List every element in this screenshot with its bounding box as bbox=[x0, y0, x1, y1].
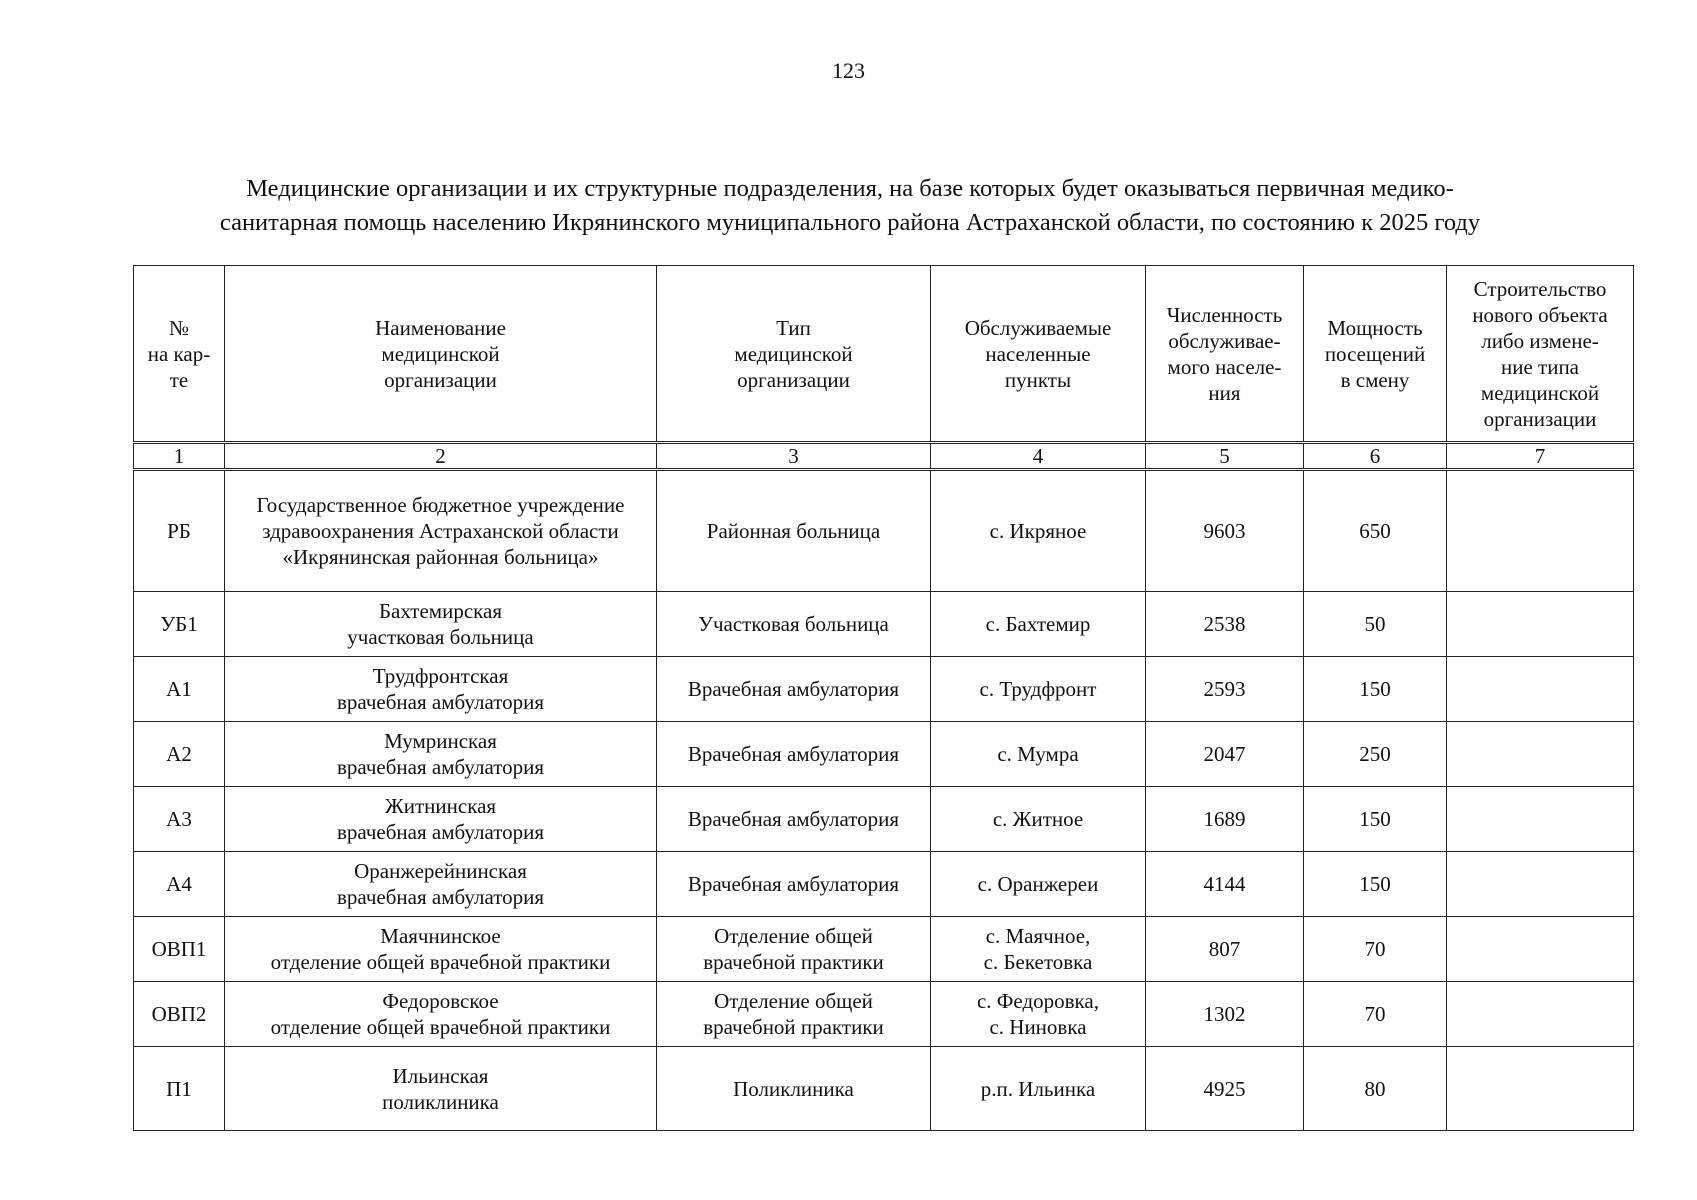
org-name-cell bbox=[225, 787, 657, 852]
capacity-cell: 50 bbox=[1304, 592, 1447, 657]
header-line: нового объекта bbox=[1472, 302, 1608, 327]
org-name-cell-line: Маячнинское bbox=[380, 924, 501, 948]
org-type-cell bbox=[657, 1047, 931, 1131]
table-row bbox=[134, 917, 1634, 982]
settlements-cell bbox=[931, 917, 1146, 982]
settlements-cell-line: с. Оранжереи bbox=[977, 872, 1099, 896]
org-type-cell-line: врачебной практики bbox=[703, 950, 884, 974]
column-number-cell: 2 bbox=[225, 443, 657, 470]
org-type-cell-line: Врачебная амбулатория bbox=[687, 677, 900, 701]
construction-cell bbox=[1447, 852, 1634, 917]
org-name-cell-line: Оранжерейнинская bbox=[354, 859, 527, 883]
construction-cell bbox=[1447, 1047, 1634, 1131]
org-name-cell-line: врачебная амбулатория bbox=[336, 820, 545, 844]
header-line: Обслуживаемые bbox=[964, 315, 1112, 340]
header-line: на кар- bbox=[147, 341, 211, 366]
org-name-cell bbox=[225, 982, 657, 1047]
capacity-cell: 150 bbox=[1304, 852, 1447, 917]
org-type-cell bbox=[657, 592, 931, 657]
column-number-cell: 3 bbox=[657, 443, 931, 470]
construction-cell bbox=[1447, 592, 1634, 657]
org-name-cell bbox=[225, 917, 657, 982]
header-line: Мощность bbox=[1327, 315, 1423, 340]
capacity-cell: 150 bbox=[1304, 787, 1447, 852]
org-type-cell-line: Отделение общей bbox=[714, 989, 873, 1013]
header-population bbox=[1146, 266, 1304, 443]
org-name-cell-line: врачебная амбулатория bbox=[336, 755, 545, 779]
header-line: Наименование bbox=[375, 315, 506, 340]
org-name-cell bbox=[225, 1047, 657, 1131]
header-line: ния bbox=[1208, 380, 1241, 405]
org-name-cell bbox=[225, 722, 657, 787]
org-name-cell-line: здравоохранения Астраханской области bbox=[262, 519, 619, 543]
column-number-cell: 7 bbox=[1447, 443, 1634, 470]
header-line: организации bbox=[1483, 406, 1597, 431]
org-name-cell-line: отделение общей врачебной практики bbox=[270, 1015, 611, 1039]
map-number-cell: РБ bbox=[134, 470, 225, 592]
table-row bbox=[134, 592, 1634, 657]
settlements-cell bbox=[931, 982, 1146, 1047]
settlements-cell bbox=[931, 657, 1146, 722]
org-type-cell-line: врачебной практики bbox=[703, 1015, 884, 1039]
org-type-cell bbox=[657, 470, 931, 592]
org-name-cell-line: поликлиника bbox=[382, 1089, 499, 1114]
header-line: медицинской bbox=[381, 341, 500, 366]
column-number-cell: 1 bbox=[134, 443, 225, 470]
org-name-cell-line: Ильинская bbox=[392, 1063, 489, 1088]
header-line: организации bbox=[384, 367, 497, 392]
settlements-cell-line: р.п. Ильинка bbox=[980, 1076, 1096, 1101]
org-name-cell-line: врачебная амбулатория bbox=[336, 885, 545, 909]
header-settlements bbox=[931, 266, 1146, 443]
header-line: пункты bbox=[1004, 367, 1072, 392]
capacity-cell: 250 bbox=[1304, 722, 1447, 787]
org-name-cell-line: Житнинская bbox=[384, 794, 497, 818]
population-cell: 1302 bbox=[1146, 982, 1304, 1047]
capacity-cell: 80 bbox=[1304, 1047, 1447, 1131]
org-name-cell-line: отделение общей врачебной практики bbox=[270, 950, 611, 974]
column-number-cell: 4 bbox=[931, 443, 1146, 470]
header-line: медицинской bbox=[734, 341, 853, 366]
page-number: 123 bbox=[832, 58, 865, 83]
header-line: Строительство bbox=[1473, 276, 1607, 301]
header-line: медицинской bbox=[1480, 380, 1600, 405]
org-name-cell-line: Государственное бюджетное учреждение bbox=[256, 493, 625, 517]
header-line: Численность bbox=[1166, 302, 1283, 327]
table-row bbox=[134, 852, 1634, 917]
header-line: мого населе- bbox=[1167, 354, 1282, 379]
column-number-row bbox=[134, 443, 1634, 470]
map-number-cell: ОВП2 bbox=[134, 982, 225, 1047]
settlements-cell-line: с. Икряное bbox=[989, 519, 1087, 543]
map-number-cell: А3 bbox=[134, 787, 225, 852]
table-header-row bbox=[134, 266, 1634, 443]
org-name-cell bbox=[225, 592, 657, 657]
org-type-cell-line: Поликлиника bbox=[733, 1076, 854, 1101]
org-name-cell-line: Бахтемирская bbox=[378, 599, 503, 623]
org-name-cell-line: Мумринская bbox=[384, 729, 497, 753]
population-cell: 9603 bbox=[1146, 470, 1304, 592]
settlements-cell-line: с. Мумра bbox=[997, 742, 1079, 766]
construction-cell bbox=[1447, 917, 1634, 982]
column-number-cell: 5 bbox=[1146, 443, 1304, 470]
org-type-cell-line: Районная больница bbox=[706, 519, 881, 543]
settlements-cell-line: с. Федоровка, bbox=[976, 989, 1099, 1013]
map-number-cell: П1 bbox=[134, 1047, 225, 1131]
org-type-cell-line: Врачебная амбулатория bbox=[687, 742, 900, 766]
settlements-cell bbox=[931, 722, 1146, 787]
settlements-cell-line: с. Бекетовка bbox=[983, 950, 1093, 974]
header-org-name bbox=[225, 266, 657, 443]
document-title bbox=[120, 172, 1580, 240]
org-name-cell-line: «Икрянинская районная больница» bbox=[282, 545, 599, 569]
org-name-cell-line: Федоровское bbox=[382, 989, 499, 1013]
header-line: Тип bbox=[776, 315, 811, 340]
capacity-cell: 150 bbox=[1304, 657, 1447, 722]
population-cell: 1689 bbox=[1146, 787, 1304, 852]
table-row bbox=[134, 982, 1634, 1047]
settlements-cell bbox=[931, 470, 1146, 592]
org-type-cell bbox=[657, 852, 931, 917]
table-row bbox=[134, 657, 1634, 722]
capacity-cell: 70 bbox=[1304, 982, 1447, 1047]
settlements-cell bbox=[931, 592, 1146, 657]
construction-cell bbox=[1447, 982, 1634, 1047]
construction-cell bbox=[1447, 657, 1634, 722]
map-number-cell: ОВП1 bbox=[134, 917, 225, 982]
header-capacity bbox=[1304, 266, 1447, 443]
header-line: ние типа bbox=[1500, 354, 1580, 379]
population-cell: 807 bbox=[1146, 917, 1304, 982]
construction-cell bbox=[1447, 787, 1634, 852]
org-type-cell bbox=[657, 917, 931, 982]
org-type-cell bbox=[657, 722, 931, 787]
header-line: в смену bbox=[1340, 367, 1410, 392]
header-line: № bbox=[168, 315, 190, 340]
map-number-cell: А2 bbox=[134, 722, 225, 787]
settlements-cell-line: с. Бахтемир bbox=[985, 612, 1091, 636]
header-line: населенные bbox=[985, 341, 1091, 366]
table-row bbox=[134, 787, 1634, 852]
map-number-cell: А1 bbox=[134, 657, 225, 722]
org-type-cell bbox=[657, 982, 931, 1047]
table-row bbox=[134, 470, 1634, 592]
org-type-cell-line: Отделение общей bbox=[714, 924, 873, 948]
column-number-cell: 6 bbox=[1304, 443, 1447, 470]
table-row bbox=[134, 1047, 1634, 1131]
population-cell: 2538 bbox=[1146, 592, 1304, 657]
map-number-cell: А4 bbox=[134, 852, 225, 917]
org-type-cell-line: Врачебная амбулатория bbox=[687, 807, 900, 831]
population-cell: 2047 bbox=[1146, 722, 1304, 787]
header-line: те bbox=[169, 367, 189, 392]
org-name-cell-line: Трудфронтская bbox=[372, 664, 509, 688]
capacity-cell: 650 bbox=[1304, 470, 1447, 592]
org-type-cell bbox=[657, 657, 931, 722]
settlements-cell-line: с. Житное bbox=[992, 807, 1084, 831]
settlements-cell bbox=[931, 787, 1146, 852]
title-line-2: санитарная помощь населению Икрянинского муниципального района Астраханской области, по состоянию к 2025 году bbox=[219, 209, 1481, 236]
org-type-cell-line: Участковая больница bbox=[698, 612, 889, 636]
header-map-number bbox=[134, 266, 225, 443]
settlements-cell-line: с. Ниновка bbox=[989, 1015, 1087, 1039]
medical-organizations-table bbox=[133, 265, 1634, 1131]
population-cell: 4925 bbox=[1146, 1047, 1304, 1131]
settlements-cell bbox=[931, 852, 1146, 917]
header-line: организации bbox=[737, 367, 850, 392]
header-line: либо измене- bbox=[1481, 328, 1599, 353]
settlements-cell-line: с. Трудфронт bbox=[979, 677, 1097, 701]
title-line-1: Медицинские организации и их структурные подразделения, на базе которых будет оказываться первичная медико- bbox=[246, 175, 1454, 202]
header-line: посещений bbox=[1324, 341, 1426, 366]
header-line: обслуживае- bbox=[1168, 328, 1281, 353]
construction-cell bbox=[1447, 470, 1634, 592]
org-type-cell bbox=[657, 787, 931, 852]
construction-cell bbox=[1447, 722, 1634, 787]
population-cell: 2593 bbox=[1146, 657, 1304, 722]
header-construction bbox=[1447, 266, 1634, 443]
table-row bbox=[134, 722, 1634, 787]
org-name-cell bbox=[225, 657, 657, 722]
org-type-cell-line: Врачебная амбулатория bbox=[687, 872, 900, 896]
header-org-type bbox=[657, 266, 931, 443]
org-name-cell-line: врачебная амбулатория bbox=[336, 690, 545, 714]
settlements-cell bbox=[931, 1047, 1146, 1131]
org-name-cell-line: участковая больница bbox=[347, 625, 534, 649]
population-cell: 4144 bbox=[1146, 852, 1304, 917]
map-number-cell: УБ1 bbox=[134, 592, 225, 657]
settlements-cell-line: с. Маячное, bbox=[985, 924, 1091, 948]
org-name-cell bbox=[225, 470, 657, 592]
capacity-cell: 70 bbox=[1304, 917, 1447, 982]
org-name-cell bbox=[225, 852, 657, 917]
